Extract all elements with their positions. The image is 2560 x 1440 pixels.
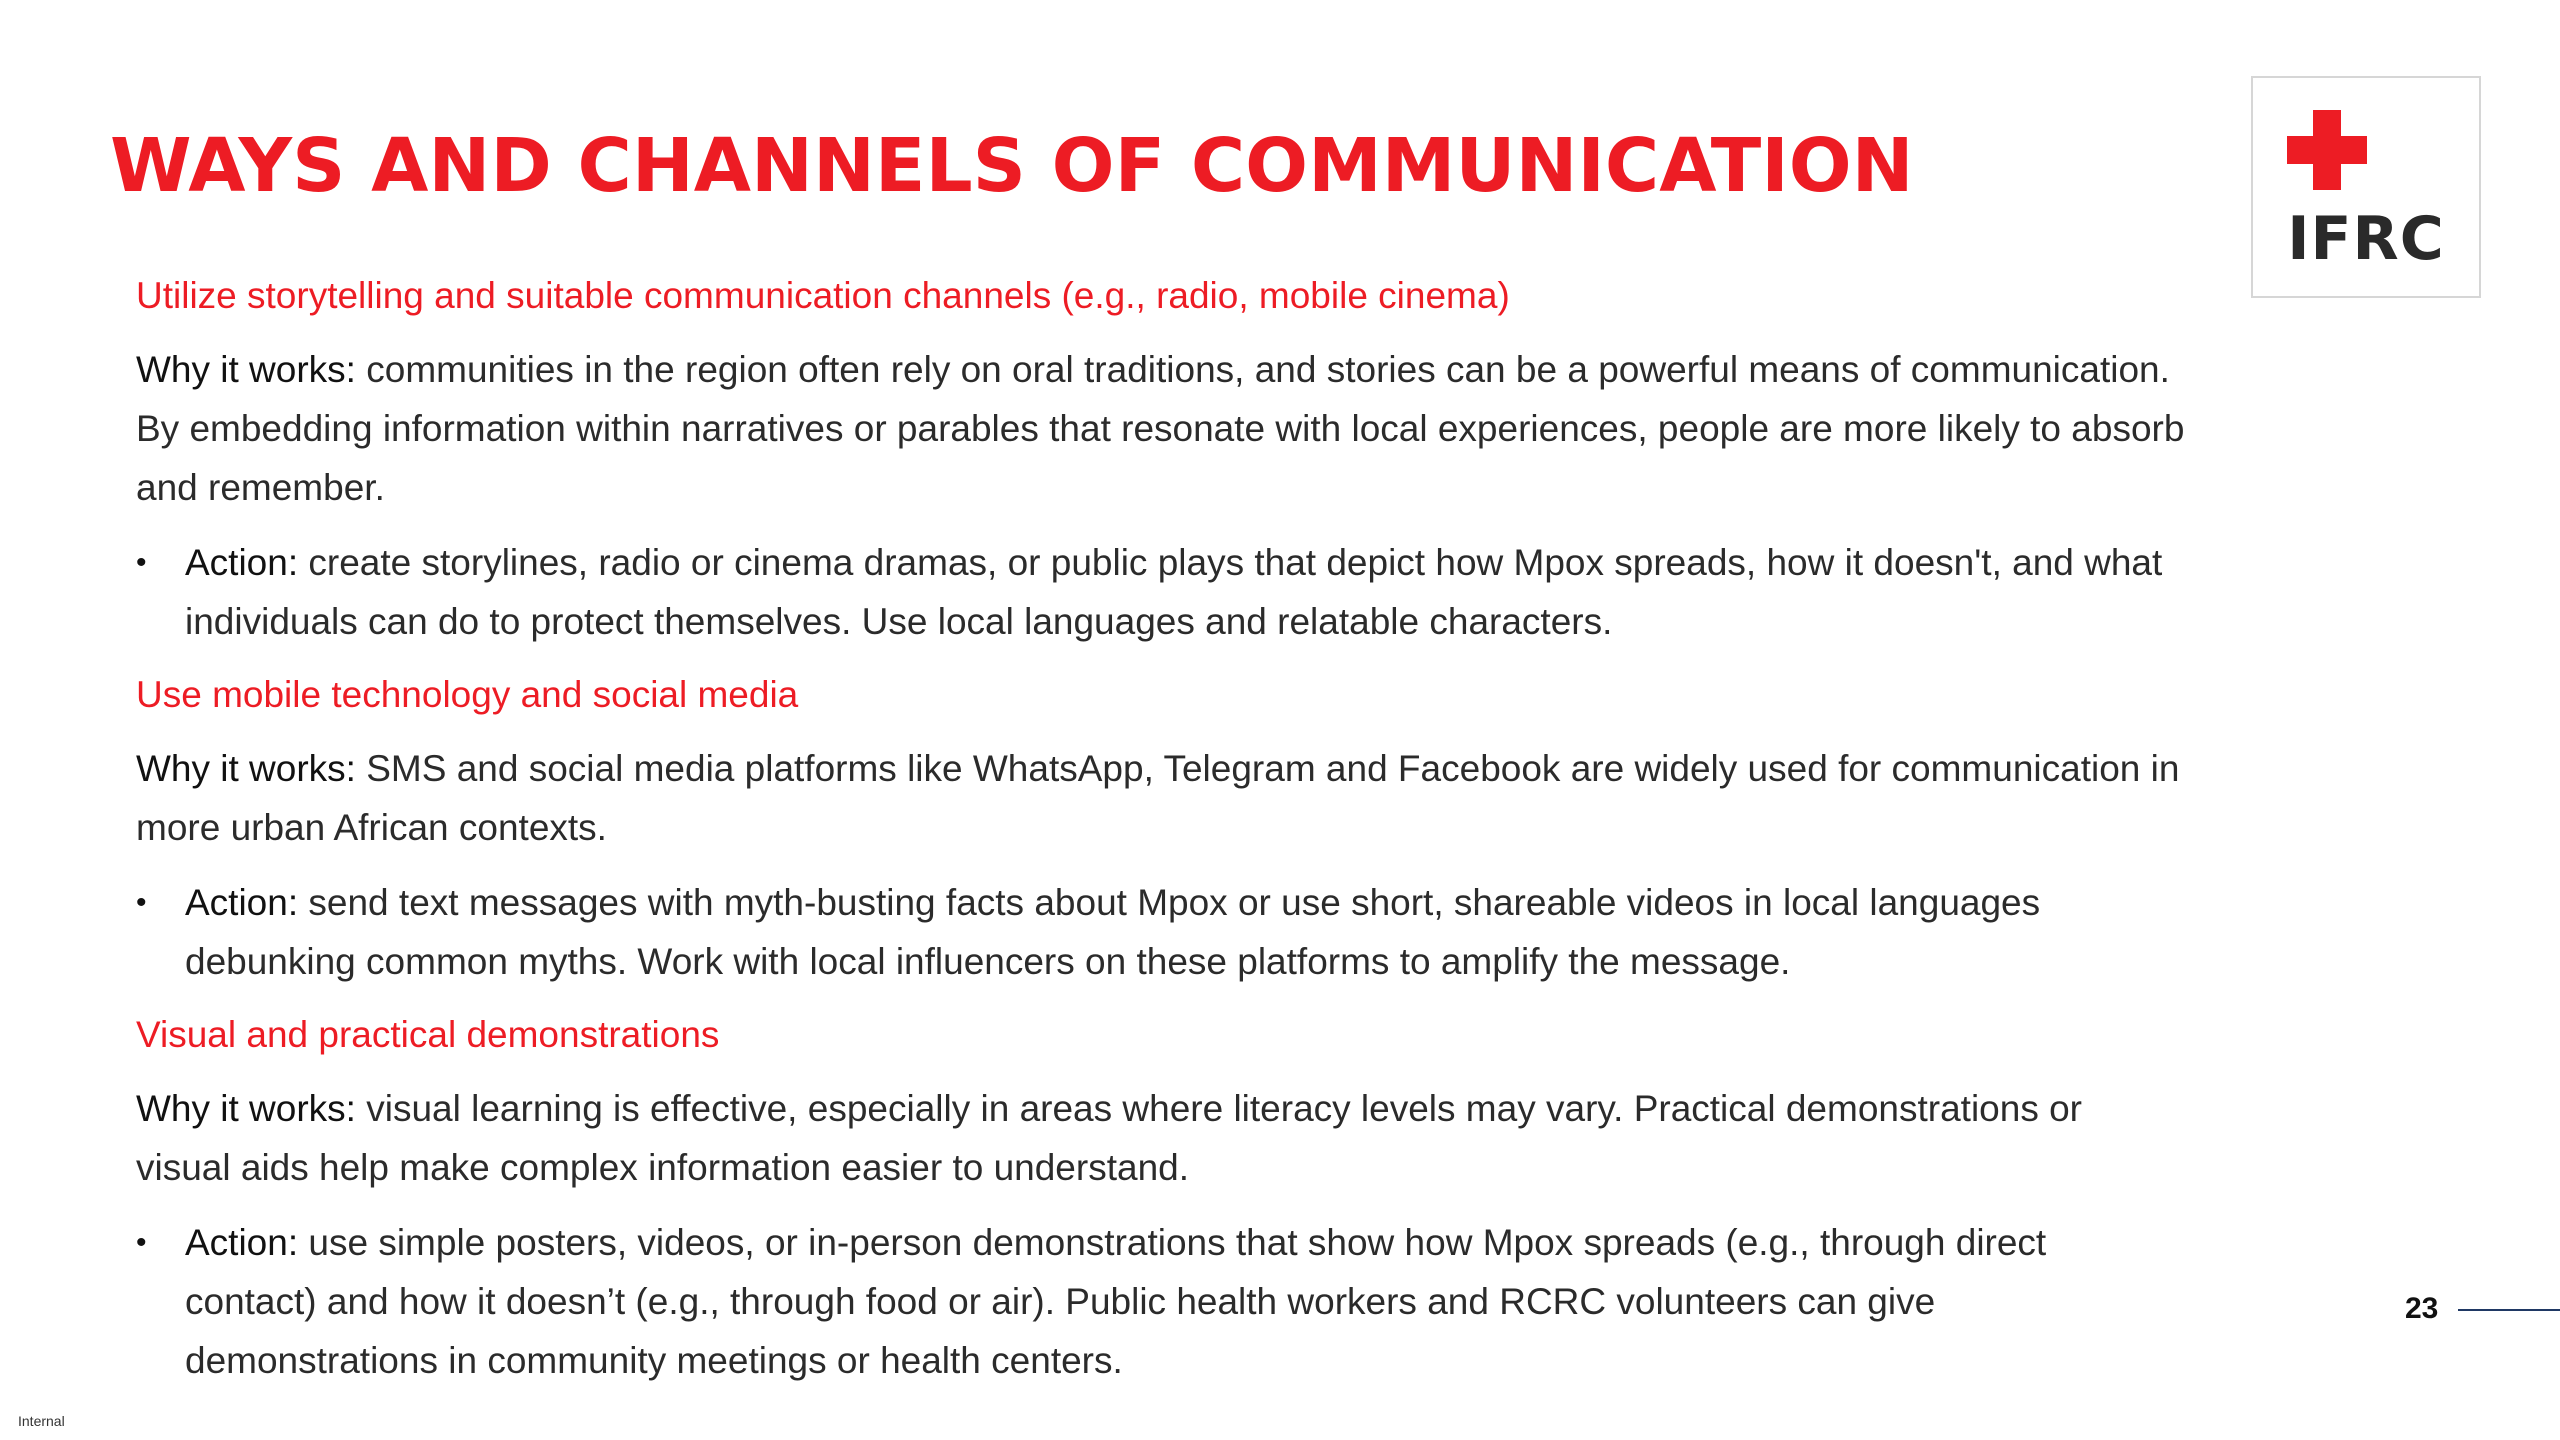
red-cross-crescent-icon xyxy=(2287,108,2449,200)
ifrc-logo xyxy=(2251,76,2481,298)
slide-title: WAYS AND CHANNELS OF COMMUNICATION xyxy=(110,123,1914,209)
why-text: communities in the region often rely on oral traditions, and stories can be a powerful means of communication. By embedding information within narratives or parables that resonate with local experiences, people are more likely to absorb and remember. xyxy=(136,349,2185,508)
why-label: Why it works: xyxy=(136,349,356,390)
action-text: create storylines, radio or cinema dramas, or public plays that depict how Mpox spreads, how it doesn't, and what individuals can do to protect themselves. Use local languages and relatable characters. xyxy=(185,542,2163,642)
action-text: send text messages with myth-busting facts about Mpox or use short, shareable videos in local languages debunking common myths. Work with local influencers on these platforms to amplify the message. xyxy=(185,882,2041,982)
classification-label: Internal xyxy=(18,1413,65,1429)
logo-wordmark: IFRC xyxy=(2287,204,2445,274)
action-label: Action: xyxy=(185,542,299,583)
section-heading: Utilize storytelling and suitable communication channels (e.g., radio, mobile cinema) xyxy=(136,275,1510,316)
why-text: visual learning is effective, especially in areas where literacy levels may vary. Practical demonstrations or visual aids help make complex information easier to understand. xyxy=(136,1088,2082,1188)
action-label: Action: xyxy=(185,1222,299,1263)
why-label: Why it works: xyxy=(136,1088,356,1129)
bullet-icon: • xyxy=(136,1226,147,1259)
action-bullet xyxy=(136,873,2186,991)
section-storytelling xyxy=(136,268,2186,651)
why-it-works-paragraph xyxy=(136,340,2186,517)
why-label: Why it works: xyxy=(136,748,356,789)
content-body xyxy=(136,268,2186,1406)
red-cross-icon xyxy=(2287,110,2367,190)
action-bullet xyxy=(136,533,2186,651)
red-crescent-icon xyxy=(2385,110,2425,190)
section-mobile-social xyxy=(136,667,2186,991)
why-text: SMS and social media platforms like WhatsApp, Telegram and Facebook are widely used for communication in more urban African contexts. xyxy=(136,748,2180,848)
bullet-icon: • xyxy=(136,546,147,579)
why-it-works-paragraph xyxy=(136,1079,2186,1197)
action-bullet xyxy=(136,1213,2186,1390)
bullet-icon: • xyxy=(136,886,147,919)
action-text: use simple posters, videos, or in-person demonstrations that show how Mpox spreads (e.g., through direct contact) and how it doesn’t (e.g., through food or air). Public health workers and RCRC volunteers can give demonstrations in community meetings or health centers. xyxy=(185,1222,2047,1381)
why-it-works-paragraph xyxy=(136,739,2186,857)
action-label: Action: xyxy=(185,882,299,923)
section-heading: Use mobile technology and social media xyxy=(136,674,799,715)
section-visual-demos xyxy=(136,1007,2186,1390)
page-number: 23 xyxy=(2405,1292,2439,1325)
page-number-rule xyxy=(2458,1309,2560,1311)
section-heading: Visual and practical demonstrations xyxy=(136,1014,720,1055)
